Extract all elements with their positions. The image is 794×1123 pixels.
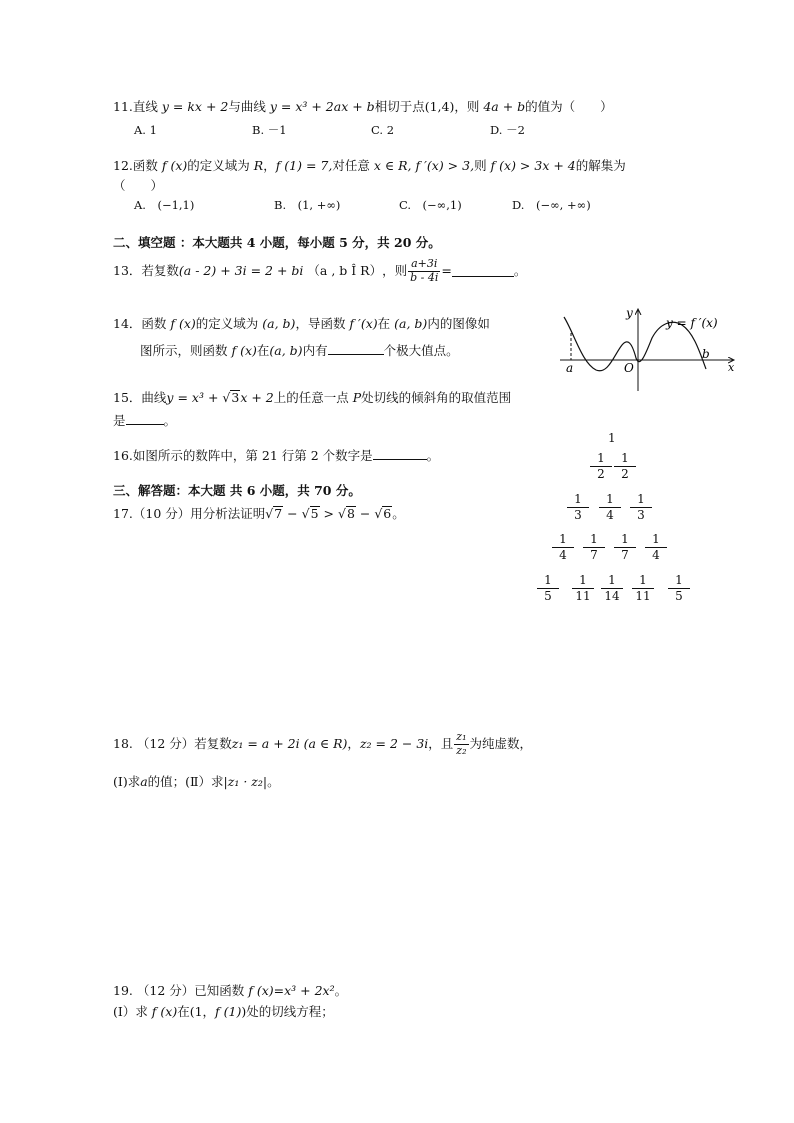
answer-paren: （ ） <box>113 178 164 193</box>
question-number: 13． <box>113 262 142 278</box>
x-axis-label: x <box>728 361 735 374</box>
option-d: D. (−∞, +∞) <box>512 198 591 212</box>
question-12: 12.函数 f (x)的定义域为 R，f (1) = 7,对任意 x ∈ R, f ′(x) > 3,则 f (x) > 3x + 4的解集为 <box>113 158 626 173</box>
option-c: C. 2 <box>371 123 395 137</box>
a-label: a <box>566 361 574 375</box>
triangle-cell: 1 3 <box>630 492 652 523</box>
question-19-line2: (Ⅰ）求 f (x)在(1，f (1))处的切线方程； <box>113 1004 334 1019</box>
sqrt-sign: √ <box>301 506 310 521</box>
b-label: b <box>702 347 710 361</box>
option-c: C. (−∞,1) <box>399 198 462 212</box>
question-number: 16. <box>113 448 133 463</box>
triangle-cell: 1 4 <box>599 492 621 523</box>
origin-label: O <box>624 361 634 375</box>
fraction: $\frac{\text{z₁}}{\text{z₂}}$ <box>456 730 467 757</box>
sqrt-sign: √ <box>337 506 346 521</box>
question-17: 17.（10 分）用分析法证明√7 − √5 > √8 − √6。 <box>113 506 405 521</box>
answer-blank[interactable] <box>452 266 514 277</box>
triangle-cell: 1 5 <box>537 573 559 604</box>
option-a: A. 1 <box>134 123 157 137</box>
triangle-cell: 1 5 <box>668 573 690 604</box>
triangle-cell: 1 3 <box>567 492 589 523</box>
question-19: 19. （12 分）已知函数 f (x)=x³ + 2x²。 <box>113 983 348 998</box>
triangle-cell: 1 7 <box>583 532 605 563</box>
option-b: B. (1, +∞) <box>274 198 341 212</box>
triangle-cell: 1 4 <box>552 532 574 563</box>
question-14: 14．函数 f (x)的定义域为 (a, b)，导函数 f ′(x)在 (a, b)内的图像如 <box>113 316 490 331</box>
triangle-cell: 1 11 <box>572 573 594 604</box>
triangle-cell: 1 4 <box>645 532 667 563</box>
question-14-line2: 图所示，则函数 f (x)在(a, b)内有 个极大值点。 <box>140 343 459 358</box>
math-expr: (1,4) <box>424 99 455 114</box>
triangle-cell: 1 2 <box>614 451 636 482</box>
question-number: 14． <box>113 316 142 331</box>
question-number: 12. <box>113 158 133 173</box>
triangle-cell: 1 7 <box>614 532 636 563</box>
sqrt-sign: √ <box>265 506 274 521</box>
sqrt-sign: √ <box>374 506 383 521</box>
question-18: 18. （12 分）若复数 z₁ = a + 2i (a ∈ R) ， z₂ = 2 − 3i ，且 $\frac{\text{z₁}}{\text{z₂}}$ 为纯虚数， <box>113 730 533 757</box>
option-a: A. (−1,1) <box>134 198 195 212</box>
question-15-line2: 是 。 <box>113 413 177 428</box>
question-number: 17. <box>113 506 133 521</box>
question-15: 15．曲线y = x³ + √3x + 2上的任意一点 P处切线的倾斜角的取值范围 <box>113 390 512 405</box>
y-axis-label: y <box>626 306 633 320</box>
option-d: D. －2 <box>490 123 525 137</box>
question-16: 16.如图所示的数阵中，第 21 行第 2 个数字是 。 <box>113 448 440 463</box>
question-number: 19. <box>113 983 133 998</box>
derivative-graph <box>556 303 741 393</box>
question-11: 11.直线 y = kx + 2与曲线 y = x³ + 2ax + b相切于点(1,4)，则 4a + b的值为（ ） <box>113 99 613 114</box>
triangle-cell: 1 14 <box>601 573 623 604</box>
triangle-cell: 1 11 <box>632 573 654 604</box>
sqrt-sign: √ <box>222 390 231 405</box>
question-number: 18. <box>113 735 133 751</box>
question-number: 11. <box>113 99 133 114</box>
answer-blank[interactable] <box>373 449 427 460</box>
question-13: 13． 若复数 (a - 2) + 3i = 2 + bi （a , b Î R） ，则 $\frac{a+3i}{b - 4i}$ = 。 <box>113 257 527 284</box>
answer-blank[interactable] <box>126 414 164 425</box>
math-expr: 4a + b <box>483 99 526 114</box>
question-number: 15． <box>113 390 142 405</box>
triangle-cell: 1 2 <box>590 451 612 482</box>
question-18-line2: (Ⅰ)求a的值；(Ⅱ）求|z₁ · z₂|。 <box>113 774 280 789</box>
option-b: B. －1 <box>252 123 287 137</box>
section-heading-fill-in: 二、填空题 ：本大题共 4 小题，每小题 5 分，共 20 分。 <box>113 235 441 250</box>
triangle-row-1: 1 <box>608 431 616 445</box>
answer-blank[interactable] <box>328 344 384 355</box>
section-heading-solutions: 三、解答题：本大题 共 6 小题，共 70 分。 <box>113 483 361 498</box>
math-expr: y = kx + 2 <box>161 99 229 114</box>
math-expr: y = x³ + 2ax + b <box>269 99 375 114</box>
fraction: $\frac{a+3i}{b - 4i}$ <box>410 257 439 284</box>
curve-label: y = f ′(x) <box>666 316 718 330</box>
